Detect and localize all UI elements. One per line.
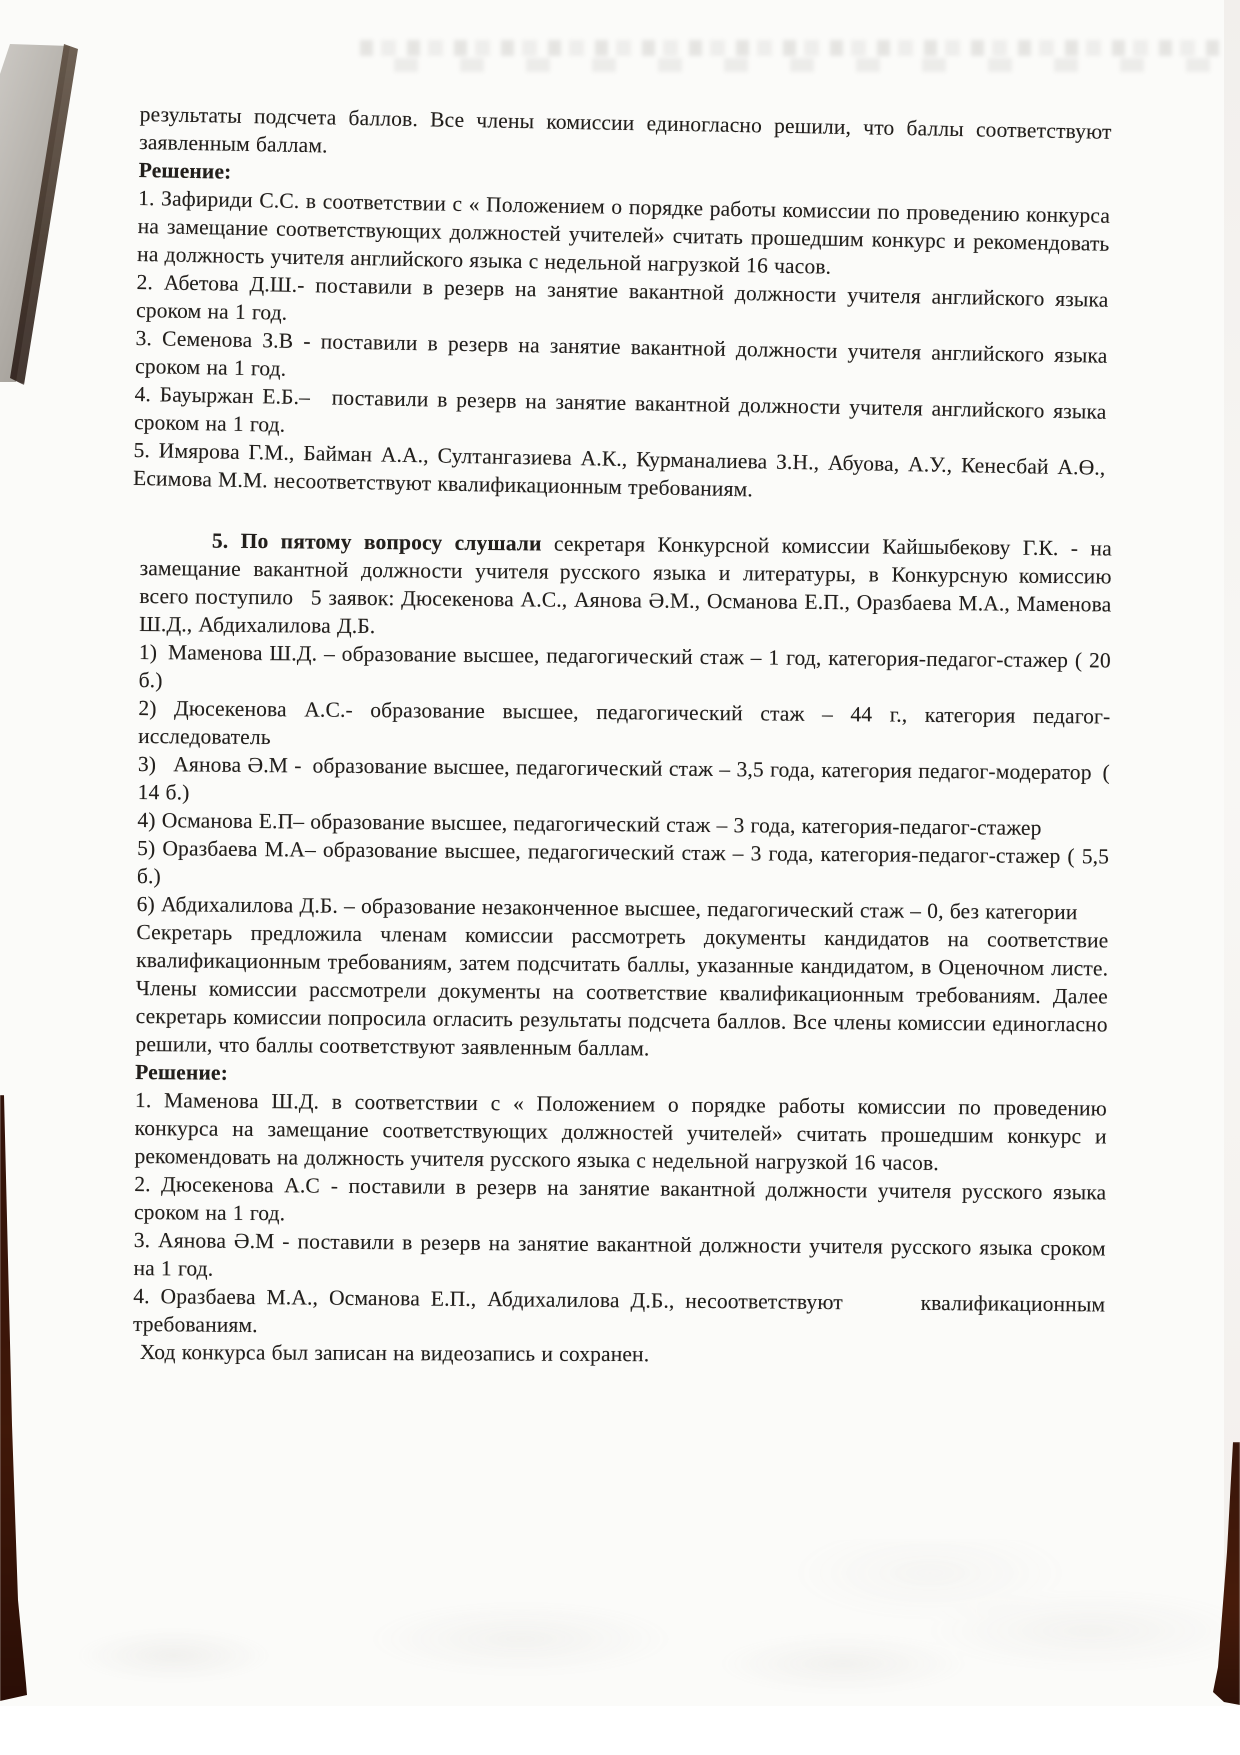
decision-item: 2. Дюсекенова А.С - поставили в резерв на занятие вакантной должности учителя русского языка сроком на 1 год. xyxy=(133,1171,1107,1226)
section-question-5 xyxy=(133,526,1112,1346)
decision-heading: Решение: xyxy=(138,157,232,184)
decision-item: 2. Абетова Д.Ш.- поставили в резерв на занятие вакантной должности учителя английского языка сроком на 1 год. xyxy=(135,269,1109,325)
decision-item: 3. Аянова Ә.М - поставили в резерв на занятие вакантной должности учителя русского языка сроком на 1 год. xyxy=(133,1227,1106,1281)
candidate-item: 2) Дюсекенова А.С.- образование высшее, педагогический стаж – 44 г., категория педагог-исследователь xyxy=(138,695,1111,750)
paragraph-secretary: Секретарь предложила членам комиссии рассмотреть документы кандидатов на соответствие квалификационным требованиям, затем подсчитать баллы, указанные кандидатом, в Оценочном листе. Члены комиссии рассмотрели документы на соответствие квалификационным требованиям. Далее секретарь комиссии попросила огласить результаты подсчета баллов. Все члены комиссии единогласно решили, что баллы соответствуют заявленным баллам. xyxy=(135,919,1109,1061)
scan-noise xyxy=(0,1540,1240,1705)
candidate-item: 4) Османова Е.П– образование высшее, педагогический стаж – 3 года, категория-педагог-стажер xyxy=(137,807,1042,840)
candidate-item: 3) Аянова Ә.М - образование высшее, педагогический стаж – 3,5 года, категория педагог-модератор ( 14 б.) xyxy=(137,751,1110,805)
decision-item: 5. Имярова Г.М., Байман А.А., Султангазиева А.К., Курманалиева З.Н., Абуова, А.У., Кенесбай А.Ө., Есимова М.М. несоответствуют квалификационным требованиям. xyxy=(132,437,1106,502)
decision-item: 3. Семенова З.В - поставили в резерв на занятие вакантной должности учителя английского языка сроком на 1 год. xyxy=(134,325,1108,381)
document-text xyxy=(132,100,1112,1367)
decision-item: 4. Бауыржан Е.Б.– поставили в резерв на занятие вакантной должности учителя английского языка сроком на 1 год. xyxy=(133,381,1107,437)
decision-item: 4. Оразбаева М.А., Османова Е.П., Абдихалилова Д.Б., несоответствуют квалификационным требованиям. xyxy=(132,1283,1106,1338)
paragraph-intro: результаты подсчета баллов. Все члены комиссии единогласно решили, что баллы соответствуют заявленным баллам. xyxy=(139,101,1112,158)
scanner-background xyxy=(0,1706,1240,1755)
closing-line: Ход конкурса был записан на видеозапись и сохранен. xyxy=(139,1340,650,1367)
candidate-item: 6) Абдихалилова Д.Б. – образование незаконченное высшее, педагогический стаж – 0, без категории xyxy=(136,891,1078,925)
candidate-item: 5) Оразбаева М.А– образование высшее, педагогический стаж – 3 года, категория-педагог-стажер ( 5,5 б.) xyxy=(136,835,1110,889)
decision-item: 1. Маменова Ш.Д. в соответствии с « Положением о порядке работы комиссии по проведению конкурса на замещание соответствующих должностей учителей» считать прошедшим конкурс и рекомендовать на должность учителя русского языка с недельной нагрузкой 16 часов. xyxy=(134,1087,1108,1175)
question-5-text: секретаря Конкурсной комиссии Кайшыбекову Г.К. - на замещание вакантной должности учителя русского языка и литературы, в Конкурсную комиссию всего поступило 5 заявок: Дюсекенова А.С., Аянова Ә.М., Османова Е.П., Оразбаева М.А., Маменова Ш.Д., Абдихалилова Д.Б. xyxy=(139,531,1112,639)
decision-item: 1. Зафириди С.С. в соответствии с « Положением о порядке работы комиссии по проведению конкурса на замещание соответствующих должностей учителей» считать прошедшим конкурс и рекомендовать на должность учителя английского языка с недельной нагрузкой 16 часов. xyxy=(136,185,1111,279)
question-5-paragraph xyxy=(139,526,1112,646)
page-fold-artifact xyxy=(0,30,95,385)
decision-heading: Решение: xyxy=(135,1059,229,1085)
section-english-decision xyxy=(133,100,1112,510)
bleed-through-text xyxy=(360,36,1222,78)
candidate-item: 1) Маменова Ш.Д. – образование высшее, педагогический стаж – 1 год, категория-педагог-стажер ( 20 б.) xyxy=(138,639,1111,693)
question-5-heading: 5. По пятому вопросу слушали xyxy=(211,528,542,556)
